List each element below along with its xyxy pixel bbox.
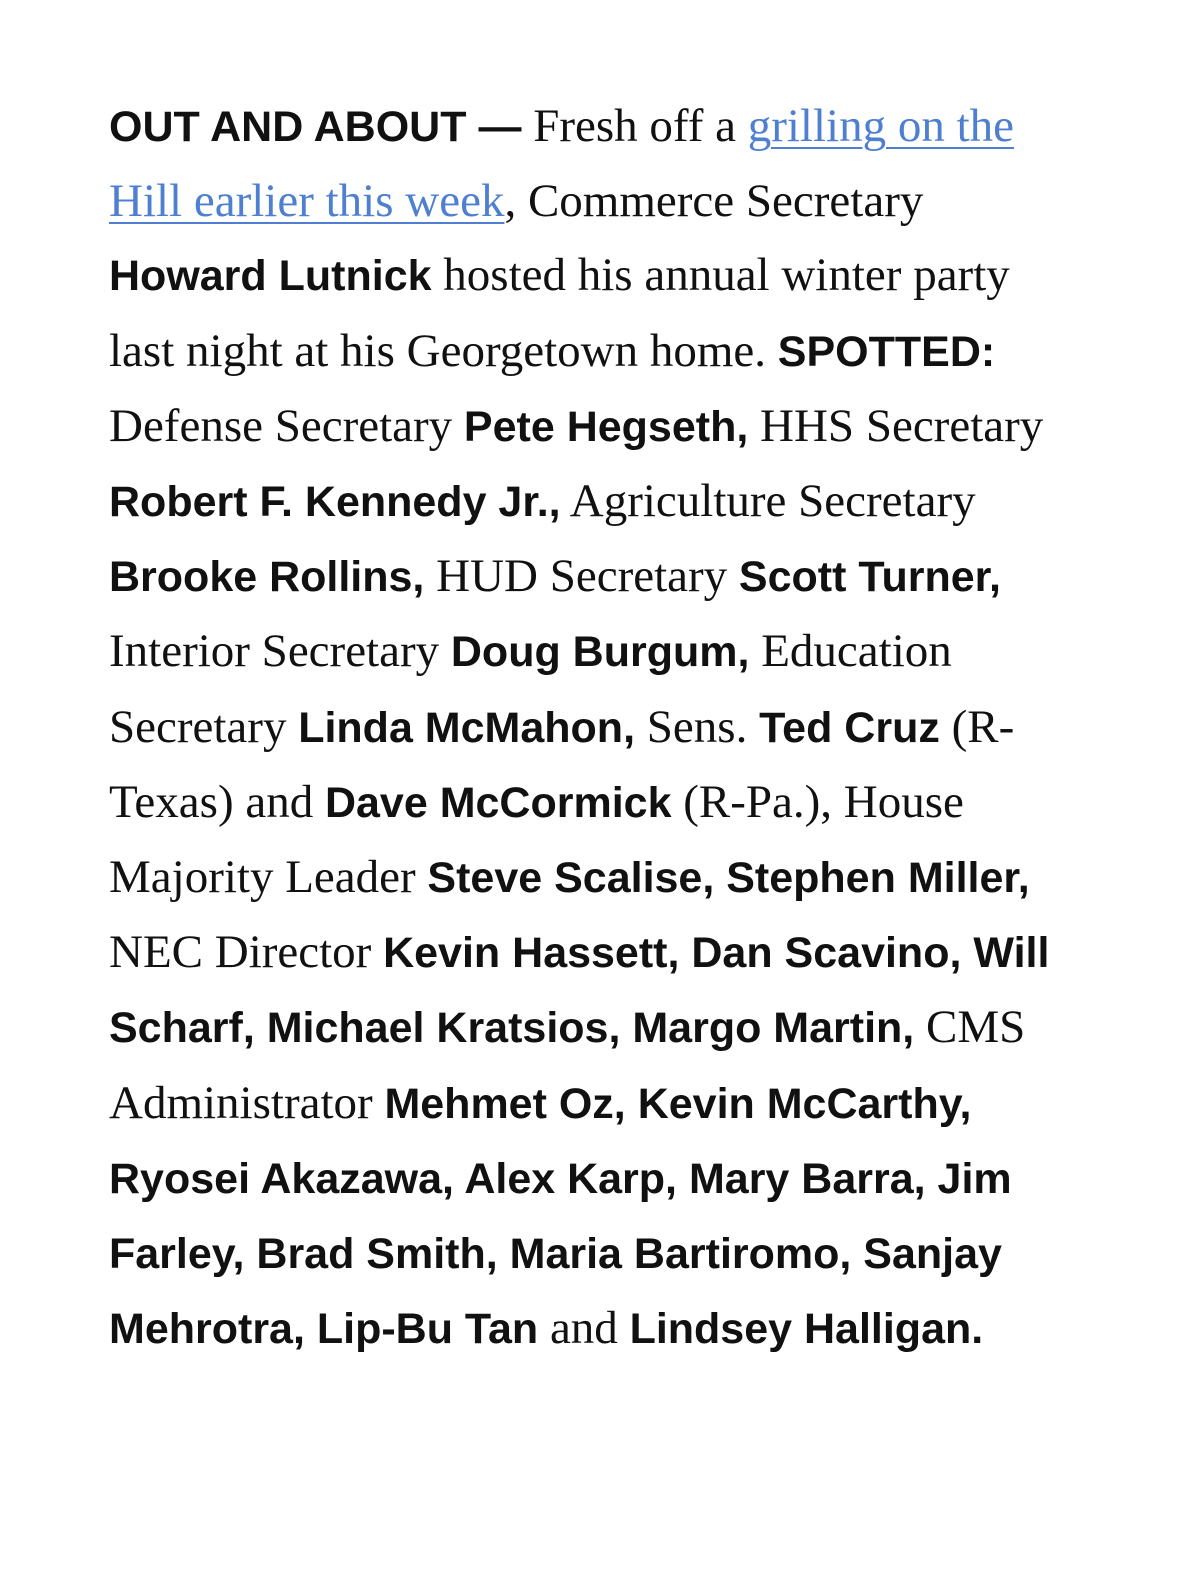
text-segment: NEC Director [109, 926, 384, 979]
text-segment: Interior Secretary [109, 625, 451, 678]
text-segment: Sens. [635, 700, 760, 753]
text-segment: Education Secretary [109, 625, 952, 753]
name-brooke-rollins: Brooke Rollins, [109, 553, 425, 602]
article-paragraph [109, 89, 1073, 1366]
name-scott-turner: Scott Turner, [738, 553, 1001, 602]
names-hassett-group: Kevin Hassett, Dan Scavino, Will Scharf, Michael Kratsios, Margo Martin, [109, 929, 1050, 1053]
spotted-label: SPOTTED: [777, 327, 996, 376]
text-segment: (R-Texas) and [109, 700, 1015, 828]
text-segment: Agriculture Secretary [560, 475, 976, 528]
name-doug-burgum: Doug Burgum, [450, 628, 750, 677]
text-segment: and [538, 1302, 630, 1355]
name-robert-kennedy: Robert F. Kennedy Jr., [109, 478, 561, 527]
text-segment: , Commerce Secretary [504, 175, 924, 228]
section-kicker: OUT AND ABOUT — [109, 103, 522, 151]
name-lindsey-halligan: Lindsey Halligan. [629, 1305, 984, 1354]
name-howard-lutnick: Howard Lutnick [109, 252, 432, 301]
hearing-link[interactable]: grilling on the Hill earlier this week [109, 100, 1015, 228]
names-scalise-miller: Steve Scalise, Stephen Miller, [427, 854, 1030, 903]
text-segment: hosted his annual winter party last night at his Georgetown home. [109, 249, 1010, 377]
names-oz-group: Mehmet Oz, Kevin McCarthy, Ryosei Akazawa, Alex Karp, Mary Barra, Jim Farley, Brad Smith, Maria Bartiromo, Sanjay Mehrotra, Lip-Bu Tan [109, 1079, 1012, 1354]
name-ted-cruz: Ted Cruz [759, 703, 940, 752]
text-segment: HUD Secretary [424, 550, 739, 603]
name-pete-hegseth: Pete Hegseth, [463, 402, 749, 451]
text-segment: Fresh off a [521, 100, 748, 152]
name-linda-mcmahon: Linda McMahon, [298, 703, 636, 752]
name-dave-mccormick: Dave McCormick [324, 778, 672, 827]
text-segment: Defense Secretary [109, 399, 464, 452]
text-segment: HHS Secretary [748, 399, 1044, 452]
text-segment: CMS Administrator [109, 1001, 1026, 1129]
text-segment: (R-Pa.), House Majority Leader [109, 775, 964, 904]
